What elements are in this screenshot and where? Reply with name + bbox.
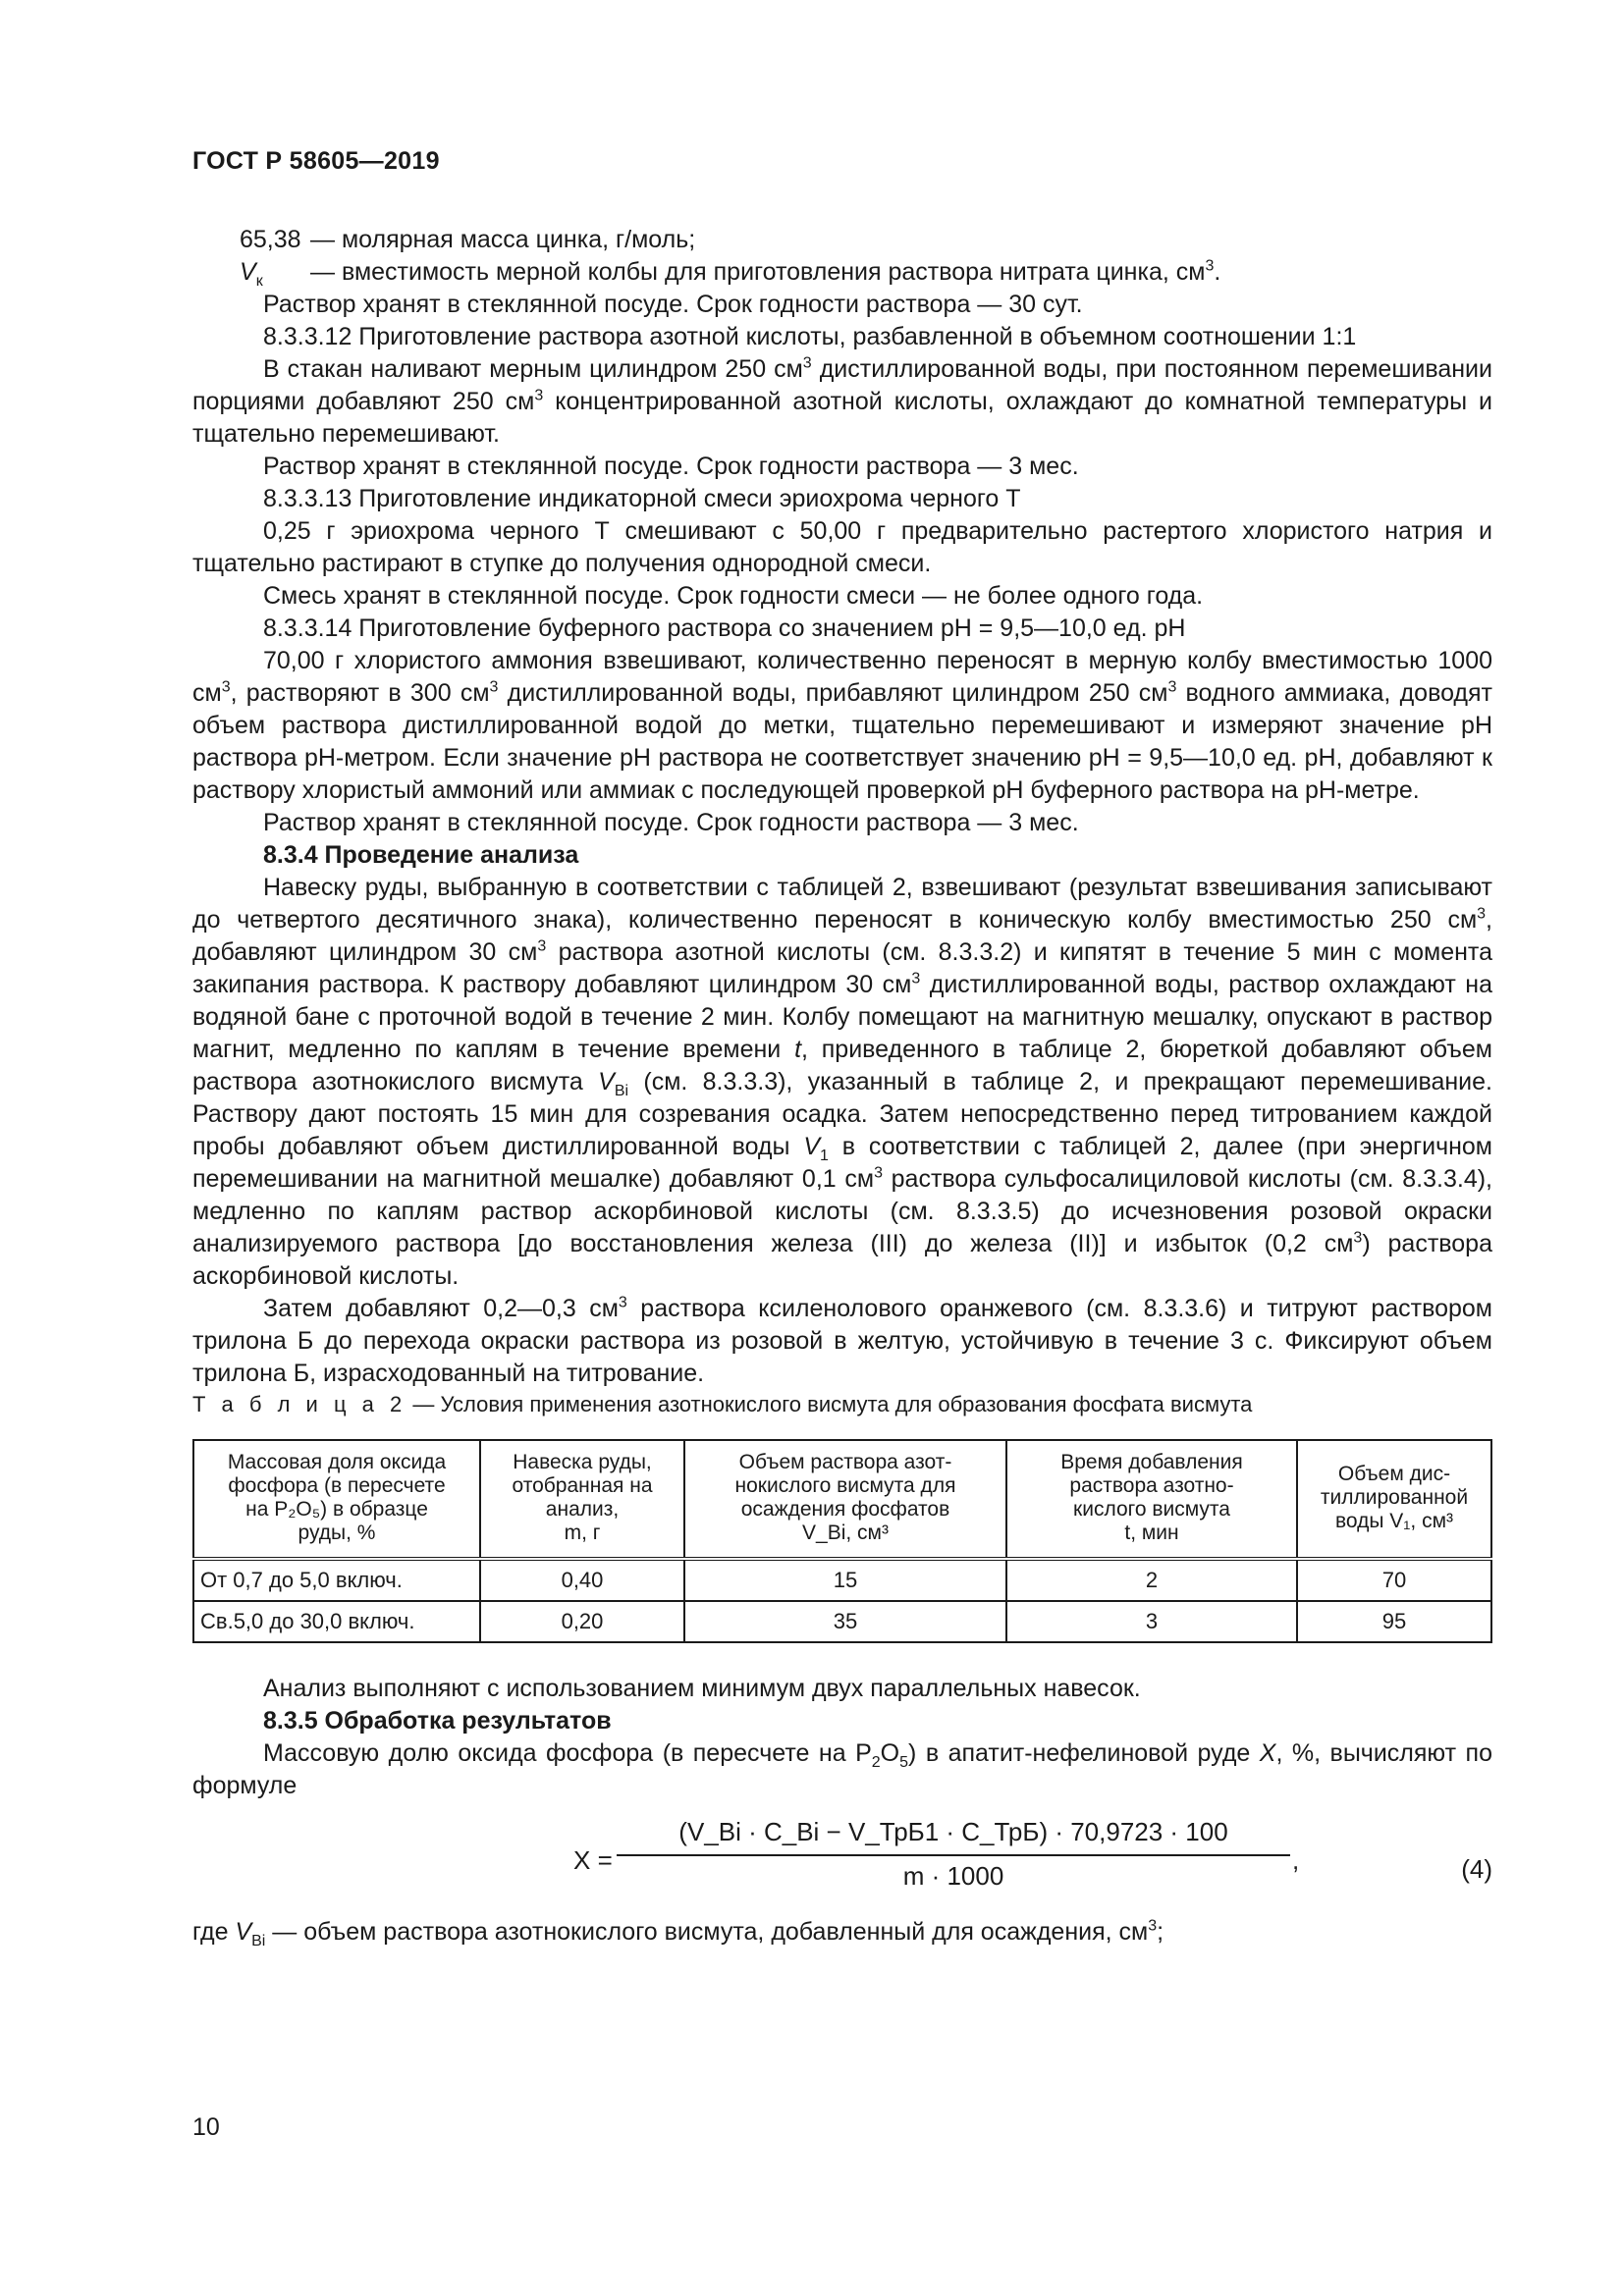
header-cell: Навеска руды, отобранная на анализ, m, г <box>480 1440 684 1559</box>
subsection-title: 8.3.3.12 Приготовление раствора азотной кислоты, разбавленной в объемном соотношении 1:1 <box>263 323 1357 350</box>
page-number: 10 <box>192 2113 220 2141</box>
paragraph: Анализ выполняют с использованием минимум двух параллельных навесок. <box>263 1675 1141 1702</box>
formula-fraction <box>617 1816 1290 1893</box>
formula-denominator: m · 1000 <box>902 1861 1004 1891</box>
table-cell: 15 <box>684 1559 1006 1601</box>
paragraph: Раствор хранят в стеклянной посуде. Срок годности раствора — 30 сут. <box>263 291 1083 318</box>
section-heading: 8.3.5 Обработка результатов <box>263 1707 612 1735</box>
definition-row <box>192 256 1492 289</box>
paragraph: Навеску руды, выбранную в соответствии с таблицей 2, взвешивают (результат взвешивания записывают до четвертого десятичного знака), количественно переносят в коническую колбу вместимостью 250 $см^3$, добавляют цилиндром 30 $см^3$ раствора азотной кислоты (см. 8.3.3.2) и кипятят в течение 5 мин с момента закипания раствора. К раствору добавляют цилиндром 30 $см^3$ дистиллированной воды, раствор охлаждают на водяной бане с проточной водой в течение 2 мин. Колбу помещают на магнитную мешалку, опускают в раствор магнит, медленно по каплям в течение времени t, приведенного в таблице 2, бюреткой добавляют объем раствора азотнокислого висмута $V_{Bi}$ (см. 8.3.3.3), указанный в таблице 2, и прекращают перемешивание. Раствору дают постоять 15 мин для созревания осадка. Затем непосредственно перед титрованием каждой пробы добавляют объем дистиллированной воды $V_1$ в соответствии с таблицей 2, далее (при энергичном перемешивании на магнитной мешалке) добавляют 0,1 $см^3$ раствора сульфосалициловой кислоты (см. 8.3.3.4), медленно по каплям раствор аскорбиновой кислоты (см. 8.3.3.5) до исчезновения розовой окраски анализируемого раствора [до восстановления железа (III) до железа (II)] и избыток (0,2 $см^3$) раствора аскорбиновой кислоты. <box>192 874 1493 1290</box>
formula-lhs: X = <box>573 1845 613 1875</box>
paragraph: Смесь хранят в стеклянной посуде. Срок годности смеси — не более одного года. <box>263 582 1204 610</box>
header-cell: Объем дис- тиллированной воды V₁, см³ <box>1297 1440 1491 1559</box>
paragraph: где $V_{Bi}$ — объем раствора азотнокислого висмута, добавленный для осаждения, $см^3$; <box>192 1917 1164 1949</box>
document-header: ГОСТ Р 58605—2019 <box>192 147 440 175</box>
definition-text: — молярная масса цинка, г/моль; <box>310 226 696 253</box>
formula-4 <box>192 1810 1492 1908</box>
paragraph: 0,25 г эриохрома черного Т смешивают с 50,00 г предварительно растертого хлористого натрия и тщательно растирают в ступке до получения однородной смеси. <box>192 517 1492 577</box>
header-cell: Время добавления раствора азотно- кислого висмута t, мин <box>1006 1440 1297 1559</box>
page-content <box>192 224 1492 1949</box>
definition-row <box>192 224 1492 256</box>
table-cell: 3 <box>1006 1601 1297 1642</box>
header-cell: Массовая доля оксида фосфора (в пересчете на P₂O₅) в образце руды, % <box>193 1440 480 1559</box>
table-cell: 0,20 <box>480 1601 684 1642</box>
header-cell: Объем раствора азот- нокислого висмута для осаждения фосфатов V_Bi, см³ <box>684 1440 1006 1559</box>
paragraph: Раствор хранят в стеклянной посуде. Срок годности раствора — 3 мес. <box>263 453 1079 480</box>
formula-numerator: (V_Bi · C_Bi − V_ТрБ1 · C_ТрБ) · 70,9723 · 100 <box>678 1817 1228 1846</box>
table-cell: 2 <box>1006 1559 1297 1601</box>
paragraph: Массовую долю оксида фосфора (в пересчете на $P_2O_5$) в апатит-нефелиновой руде X, %, вычисляют по формуле <box>192 1739 1492 1799</box>
table-cell: 70 <box>1297 1559 1491 1601</box>
table-header-row <box>193 1440 1491 1559</box>
table-caption: Т а б л и ц а 2 — Условия применения азотнокислого висмута для образования фосфата висмута <box>192 1392 1253 1416</box>
table-cell: 35 <box>684 1601 1006 1642</box>
definition-symbol: 65,38 <box>240 226 301 253</box>
table-row <box>193 1559 1491 1601</box>
paragraph: Раствор хранят в стеклянной посуде. Срок годности раствора — 3 мес. <box>263 809 1079 836</box>
paragraph: В стакан наливают мерным цилиндром 250 $см^3$ дистиллированной воды, при постоянном перемешивании порциями добавляют 250 $см^3$ концентрированной азотной кислоты, охлаждают до комнатной температуры и тщательно перемешивают. <box>192 354 1493 448</box>
definition-symbol: $V_к$ <box>240 258 263 290</box>
formula-comma: , <box>1292 1845 1300 1875</box>
subsection-title: 8.3.3.13 Приготовление индикаторной смеси эриохрома черного Т <box>263 485 1021 512</box>
table-cell: 0,40 <box>480 1559 684 1601</box>
subsection-title: 8.3.3.14 Приготовление буферного раствора со значением pH = 9,5—10,0 ед. pH <box>263 614 1186 642</box>
conditions-table <box>192 1439 1492 1643</box>
formula-number: (4) <box>1461 1854 1492 1884</box>
table-cell: 95 <box>1297 1601 1491 1642</box>
definition-list <box>192 224 1492 289</box>
paragraph: 70,00 г хлористого аммония взвешивают, количественно переносят в мерную колбу вместимостью 1000 $см^3$, растворяют в 300 $см^3$ дистиллированной воды, прибавляют цилиндром 250 $см^3$ водного аммиака, доводят объем раствора дистиллированной водой до метки, тщательно перемешивают и измеряют значение pH раствора pH-метром. Если значение pH раствора не соответствует значению pH = 9,5—10,0 ед. pH, добавляют к раствору хлористый аммоний или аммиак с последующей проверкой pH буферного раствора на pH-метре. <box>192 647 1492 804</box>
definition-text: — вместимость мерной колбы для приготовления раствора нитрата цинка, $см^3$. <box>310 257 1221 286</box>
paragraph: Затем добавляют 0,2—0,3 $см^3$ раствора ксиленолового оранжевого (см. 8.3.3.6) и титруют раствором трилона Б до перехода окраски раствора из розовой в желтую, устойчивую в течение 3 с. Фиксируют объем трилона Б, израсходованный на титрование. <box>192 1294 1492 1387</box>
section-heading: 8.3.4 Проведение анализа <box>263 841 579 869</box>
table-row <box>193 1601 1491 1642</box>
table-cell: Св.5,0 до 30,0 включ. <box>193 1601 480 1642</box>
table-cell: От 0,7 до 5,0 включ. <box>193 1559 480 1601</box>
